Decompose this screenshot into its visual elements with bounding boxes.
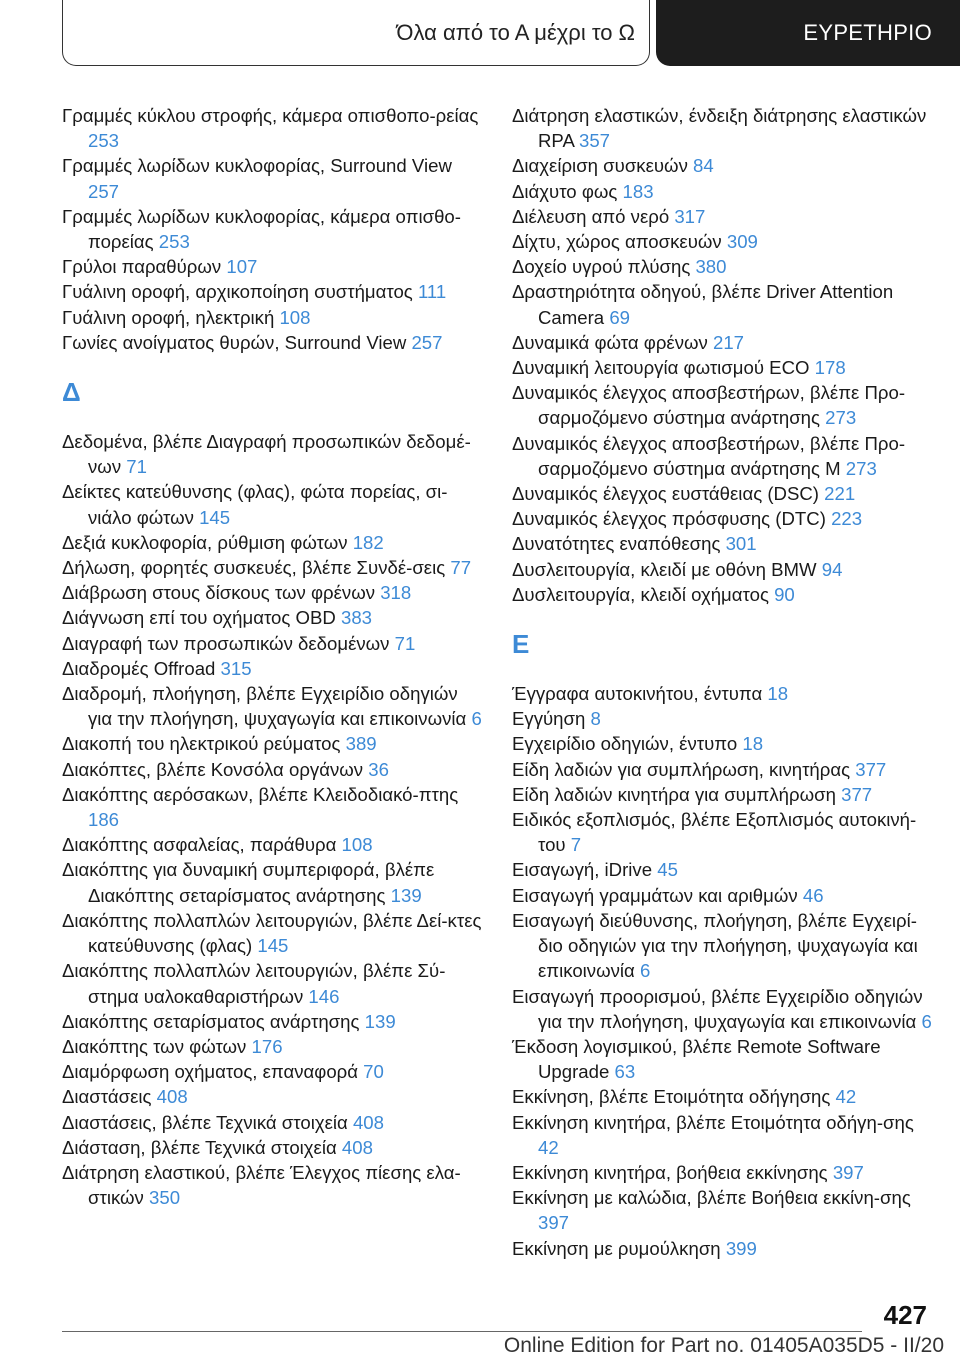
- index-page-link[interactable]: 223: [831, 508, 863, 530]
- index-page-link[interactable]: 253: [158, 231, 190, 253]
- index-entry: [512, 1236, 932, 1261]
- index-entry-text: Γωνίες ανοίγματος θυρών, Surround View: [62, 331, 407, 353]
- index-entry-text: Δυνατότητες εναπόθεσης: [512, 533, 721, 555]
- index-entry-text: Διακόπτης ασφαλείας, παράθυρα: [62, 834, 337, 856]
- index-entry: [512, 330, 932, 355]
- index-page-link[interactable]: 408: [156, 1086, 188, 1108]
- index-entry: [512, 1034, 932, 1084]
- index-entry: [512, 531, 932, 556]
- index-entry-text: Δυναμικός έλεγχος αποσβεστήρων, βλέπε Προ‐σαρμοζόμενο σύστημα ανάρτησης: [512, 382, 906, 429]
- index-entry-text: Είδη λαδιών κινητήρα για συμπλήρωση: [512, 783, 836, 805]
- footer-edition-text: Online Edition for Part no. 01405A035D5 - II/20: [503, 1334, 944, 1357]
- index-entry-text: Διαμόρφωση οχήματος, επαναφορά: [62, 1061, 358, 1083]
- index-entry-text: Διακοπή του ηλεκτρικού ρεύματος: [62, 733, 341, 755]
- index-page-link[interactable]: 408: [352, 1111, 384, 1133]
- index-entry: [512, 807, 932, 857]
- index-entry: [512, 380, 932, 430]
- index-entry: [62, 832, 482, 857]
- index-entry: [512, 857, 932, 882]
- index-page-link[interactable]: 315: [220, 657, 252, 679]
- index-entry-text: Διαχείριση συσκευών: [512, 155, 688, 177]
- index-entry-text: Εκκίνηση κινητήρα, βλέπε Ετοιμότητα οδήγη‐σης: [512, 1111, 914, 1133]
- index-entry-text: Εγχειρίδιο οδηγιών, έντυπο: [512, 733, 738, 755]
- index-page-link[interactable]: 182: [352, 531, 384, 553]
- index-page-link[interactable]: 318: [380, 582, 412, 604]
- index-entry-text: Διάτρηση ελαστικού, βλέπε Έλεγχος πίεσης ελα‐στικών: [62, 1161, 461, 1209]
- index-page-link[interactable]: 84: [693, 155, 714, 177]
- index-entry-text: Δείκτες κατεύθυνσης (φλας), φώτα πορείας, σι‐νιάλο φώτων: [62, 481, 448, 528]
- index-page-link[interactable]: 70: [363, 1061, 384, 1083]
- index-page-link[interactable]: 36: [368, 758, 389, 780]
- index-entry-text: Είδη λαδιών για συμπλήρωση, κινητήρας: [512, 758, 851, 780]
- index-page-link[interactable]: 6: [639, 960, 651, 982]
- index-entry-text: Δεξιά κυκλοφορία, ρύθμιση φώτων: [62, 531, 348, 553]
- index-entry: [62, 305, 482, 330]
- index-tab[interactable]: [656, 0, 960, 66]
- index-entry: [62, 555, 482, 580]
- index-entry-text: Εισαγωγή, iDrive: [512, 859, 653, 881]
- index-entry-text: Εισαγωγή γραμμάτων και αριθμών: [512, 884, 798, 906]
- index-page-link[interactable]: 6: [921, 1010, 932, 1032]
- index-entry: [62, 857, 482, 907]
- index-entry-text: Διάτρηση ελαστικών, ένδειξη διάτρησης ελαστικών RPA: [512, 105, 927, 152]
- index-entry: [512, 731, 932, 756]
- index-entry: [512, 984, 932, 1034]
- index-entry: [62, 1160, 482, 1210]
- index-page-link[interactable]: 107: [226, 256, 258, 278]
- index-page-link[interactable]: 178: [814, 357, 846, 379]
- index-page-link[interactable]: 186: [88, 809, 120, 831]
- index-entry-text: Διακόπτης αερόσακων, βλέπε Κλειδοδιακό‐πτης: [62, 783, 459, 805]
- index-page-link[interactable]: 90: [774, 583, 795, 605]
- index-entry-text: Δυναμική λειτουργία φωτισμού ECO: [512, 357, 810, 379]
- index-page-link[interactable]: 18: [742, 733, 764, 755]
- index-page-link[interactable]: 108: [279, 306, 311, 328]
- index-entry: [512, 1110, 932, 1160]
- index-entry-text: Εκκίνηση με ρυμούλκηση: [512, 1237, 721, 1259]
- index-entry: [62, 1034, 482, 1059]
- index-page-link[interactable]: 7: [570, 834, 582, 856]
- index-entry-text: Διακόπτες, βλέπε Κονσόλα οργάνων: [62, 758, 364, 780]
- index-page-link[interactable]: 357: [579, 130, 611, 152]
- index-page-link[interactable]: 221: [824, 483, 856, 505]
- index-page-link[interactable]: 257: [411, 331, 443, 353]
- index-entry: [62, 605, 482, 630]
- index-entry: [62, 429, 482, 479]
- index-entry: [512, 254, 932, 279]
- index-entry-text: Δυναμικά φώτα φρένων: [512, 331, 708, 353]
- index-entry-text: Δοχείο υγρού πλύσης: [512, 256, 691, 278]
- index-page-link[interactable]: 176: [251, 1035, 283, 1057]
- index-entry-text: Διαγραφή των προσωπικών δεδομένων: [62, 632, 390, 654]
- index-page-link[interactable]: 253: [88, 130, 120, 152]
- index-entry: [62, 254, 482, 279]
- index-entry-text: Διακόπτης πολλαπλών λειτουργιών, βλέπε Δεί‐κτες κατεύθυνσης (φλας): [62, 909, 482, 957]
- index-entry-text: Γραμμές λωρίδων κυκλοφορίας, Surround View: [62, 155, 452, 177]
- page-number: 427: [883, 1300, 927, 1330]
- index-entry-text: Διάσταση, βλέπε Τεχνικά στοιχεία: [62, 1136, 337, 1158]
- index-entry: [62, 631, 482, 656]
- index-entry-text: Εγγύηση: [512, 708, 586, 730]
- index-page-link[interactable]: 397: [538, 1212, 570, 1234]
- index-tab-label: ΕΥΡΕΤΗΡΙΟ: [803, 20, 932, 45]
- index-page-link[interactable]: 145: [199, 506, 231, 528]
- index-entry-text: Ειδικός εξοπλισμός, βλέπε Εξοπλισμός αυτοκινή‐του: [512, 809, 917, 856]
- index-page-link[interactable]: 397: [832, 1161, 864, 1183]
- index-entry: [62, 681, 482, 731]
- index-entry: [62, 782, 482, 832]
- index-page-link[interactable]: 42: [538, 1136, 559, 1158]
- index-entry-text: Δυσλειτουργία, κλειδί με οθόνη BMW: [512, 558, 817, 580]
- index-letter-heading: Ε: [512, 629, 530, 660]
- index-page-link[interactable]: 145: [257, 935, 289, 957]
- index-entry: [512, 204, 932, 229]
- index-entry-text: Διακόπτης των φώτων: [62, 1035, 247, 1057]
- index-page-link[interactable]: 389: [345, 733, 377, 755]
- index-page-link[interactable]: 301: [725, 533, 757, 555]
- index-page-link[interactable]: 273: [825, 407, 857, 429]
- index-entry: [62, 580, 482, 605]
- section-tab-label: Όλα από το Α μέχρι το Ω: [396, 19, 635, 45]
- index-page-link[interactable]: 146: [308, 985, 340, 1007]
- index-entry: [62, 1084, 482, 1109]
- index-entry-text: Διέλευση από νερό: [512, 205, 670, 227]
- index-entry-text: Εκκίνηση κινητήρα, βοήθεια εκκίνησης: [512, 1161, 828, 1183]
- index-page-link[interactable]: 408: [341, 1136, 373, 1158]
- index-entry-text: Εισαγωγή προορισμού, βλέπε Εγχειρίδιο οδηγιών για την πλοήγηση, ψυχαγωγία και επικοινωνία: [512, 985, 923, 1032]
- page-header: [0, 0, 960, 68]
- index-entry: [512, 506, 932, 531]
- index-entry-text: Διάγνωση επί του οχήματος OBD: [62, 607, 336, 629]
- index-page-link[interactable]: 383: [341, 607, 373, 629]
- index-entry: [512, 355, 932, 380]
- index-entry-text: Γυάλινη οροφή, ηλεκτρική: [62, 306, 275, 328]
- index-entry-text: Δυναμικός έλεγχος πρόσφυσης (DTC): [512, 508, 826, 530]
- index-entry: [62, 908, 482, 958]
- index-page-link[interactable]: 217: [712, 331, 745, 353]
- index-entry-text: Δήλωση, φορητές συσκευές, βλέπε Συνδέ‐σεις: [62, 557, 446, 579]
- index-entry-text: Γραμμές κύκλου στροφής, κάμερα οπισθοπο‐ρείας: [62, 105, 479, 126]
- index-page-link[interactable]: 139: [364, 1010, 396, 1032]
- index-entry: [62, 204, 482, 254]
- index-entry: [512, 681, 932, 706]
- index-entry-text: Γραμμές λωρίδων κυκλοφορίας, κάμερα οπισθο‐πορείας: [62, 205, 461, 253]
- index-page-link[interactable]: 6: [471, 708, 482, 730]
- index-entry: [512, 1185, 932, 1235]
- index-entry: [62, 731, 482, 756]
- index-entry: [62, 153, 482, 203]
- index-entry: [512, 883, 932, 908]
- index-entry: [62, 1059, 482, 1084]
- index-column-left: [62, 103, 482, 1210]
- index-page-link[interactable]: 111: [417, 281, 447, 303]
- index-entry: [62, 530, 482, 555]
- index-page-link[interactable]: 42: [835, 1086, 857, 1108]
- index-page-link[interactable]: 108: [341, 834, 373, 856]
- index-entry: [512, 757, 932, 782]
- index-entry: [512, 481, 932, 506]
- index-entry: [62, 757, 482, 782]
- index-entry-text: Έγγραφα αυτοκινήτου, έντυπα: [512, 683, 763, 705]
- index-entry: [512, 103, 932, 153]
- index-entry-text: Δυναμικός έλεγχος ευστάθειας (DSC): [512, 483, 819, 505]
- index-page-link[interactable]: 94: [821, 558, 843, 580]
- index-entry-text: Διάχυτο φως: [512, 180, 618, 202]
- index-entry-text: Δίχτυ, χώρος αποσκευών: [512, 231, 722, 253]
- index-entry-text: Γρύλοι παραθύρων: [62, 256, 222, 278]
- index-entry: [62, 1009, 482, 1034]
- index-entry: [512, 229, 932, 254]
- index-entry: [512, 153, 932, 178]
- index-letter-heading: Δ: [62, 377, 81, 408]
- index-entry-text: Διακόπτης πολλαπλών λειτουργιών, βλέπε Σύ‐στημα υαλοκαθαριστήρων: [62, 960, 446, 1007]
- index-page-link[interactable]: 273: [845, 457, 877, 479]
- index-entry-text: Εκκίνηση με καλώδια, βλέπε Βοήθεια εκκίνη‐σης: [512, 1187, 911, 1209]
- index-entry: [512, 1160, 932, 1185]
- index-entry-text: Εκκίνηση, βλέπε Ετοιμότητα οδήγησης: [512, 1086, 831, 1108]
- index-entry-text: Δεδομένα, βλέπε Διαγραφή προσωπικών δεδομέ‐νων: [62, 431, 471, 478]
- index-page-link[interactable]: 18: [767, 683, 789, 705]
- index-entry-text: Έκδοση λογισμικού, βλέπε Remote Software Upgrade: [512, 1035, 881, 1083]
- index-page-link[interactable]: 350: [149, 1187, 181, 1209]
- index-page-link[interactable]: 45: [657, 859, 678, 881]
- index-entry-text: Διακόπτης σεταρίσματος ανάρτησης: [62, 1010, 360, 1032]
- index-entry: [512, 582, 932, 607]
- index-page-link[interactable]: 46: [802, 884, 824, 906]
- index-entry: [62, 103, 482, 153]
- index-entry: [512, 279, 932, 329]
- index-page-link[interactable]: 377: [841, 783, 873, 805]
- index-entry: [62, 279, 482, 304]
- index-page-link[interactable]: 183: [622, 180, 654, 202]
- index-entry-text: Δραστηριότητα οδηγού, βλέπε Driver Attention Camera: [512, 281, 894, 328]
- index-entry-text: Δυσλειτουργία, κλειδί οχήματος: [512, 583, 769, 605]
- index-entry: [62, 330, 482, 355]
- index-page-link[interactable]: 71: [394, 632, 416, 654]
- index-page-link[interactable]: 71: [126, 456, 147, 478]
- footer-divider: [62, 1331, 862, 1332]
- index-entry: [512, 1084, 932, 1109]
- index-entry: [62, 958, 482, 1008]
- index-entry: [512, 557, 932, 582]
- index-entry: [62, 656, 482, 681]
- index-column-right: [512, 103, 932, 1261]
- index-entry-text: Γυάλινη οροφή, αρχικοποίηση συστήματος: [62, 281, 413, 303]
- index-entry: [62, 1135, 482, 1160]
- index-entry: [512, 908, 932, 984]
- index-page-link[interactable]: 69: [609, 306, 630, 328]
- index-page-link[interactable]: 63: [614, 1061, 636, 1083]
- index-entry-text: Διαστάσεις: [62, 1086, 152, 1108]
- index-page-link[interactable]: 77: [450, 557, 472, 579]
- index-entry-text: Εισαγωγή διεύθυνσης, πλοήγηση, βλέπε Εγχειρί‐διο οδηγιών για την πλοήγηση, ψυχαγωγία και επικοινωνία: [512, 909, 918, 982]
- index-page-link[interactable]: 380: [695, 256, 727, 278]
- index-entry: [512, 782, 932, 807]
- index-entry-text: Διάβρωση στους δίσκους των φρένων: [62, 582, 376, 604]
- index-page-link[interactable]: 377: [855, 758, 887, 780]
- index-entry-text: Διαδρομή, πλοήγηση, βλέπε Εγχειρίδιο οδηγιών για την πλοήγηση, ψυχαγωγία και επικοινωνία: [62, 683, 467, 730]
- index-page-link[interactable]: 309: [726, 231, 758, 253]
- index-entry-text: Διακόπτης για δυναμική συμπεριφορά, βλέπε Διακόπτης σεταρίσματος ανάρτησης: [62, 859, 435, 906]
- section-tab[interactable]: [62, 0, 650, 66]
- index-entry-text: Διαστάσεις, βλέπε Τεχνικά στοιχεία: [62, 1111, 348, 1133]
- index-page-link[interactable]: 317: [674, 205, 706, 227]
- index-entry-text: Διαδρομές Offroad: [62, 657, 216, 679]
- index-entry-text: Δυναμικός έλεγχος αποσβεστήρων, βλέπε Προ‐σαρμοζόμενο σύστημα ανάρτησης M: [512, 432, 906, 479]
- index-page-link[interactable]: 139: [390, 884, 422, 906]
- index-entry: [512, 706, 932, 731]
- index-entry: [512, 431, 932, 481]
- index-page-link[interactable]: 257: [88, 180, 120, 202]
- index-entry: [512, 179, 932, 204]
- index-page-link[interactable]: 399: [725, 1237, 757, 1259]
- index-page-link[interactable]: 8: [590, 708, 601, 730]
- index-entry: [62, 479, 482, 529]
- index-entry: [62, 1110, 482, 1135]
